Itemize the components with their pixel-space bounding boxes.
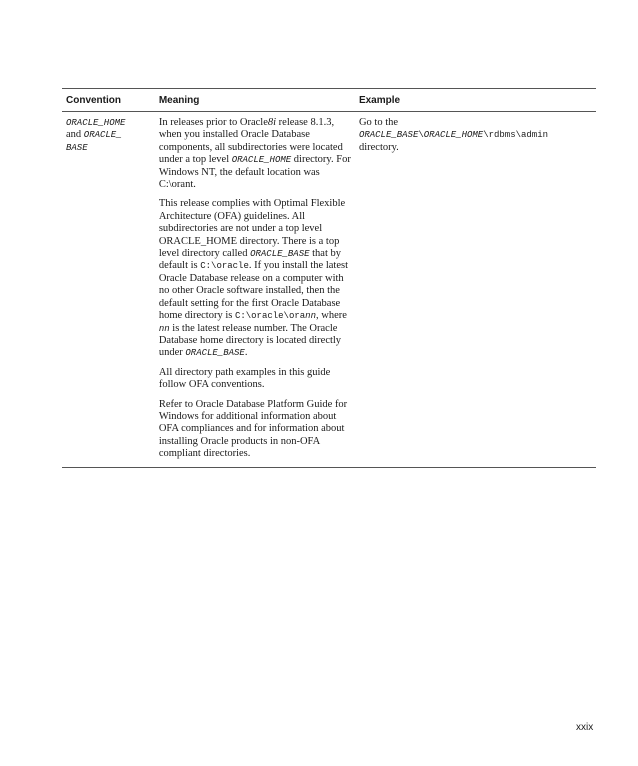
- text-run: 8i: [267, 117, 277, 128]
- meaning-cell: [155, 112, 355, 468]
- meaning-paragraph-1: [159, 117, 351, 191]
- code-text: nn: [305, 311, 316, 322]
- code-text: \rdbms\admin: [483, 130, 549, 141]
- meaning-paragraph-2: [159, 198, 351, 359]
- convention-cell: [62, 112, 155, 468]
- text-run: release 8.1.3, when you installed Oracle Database components, all subdirectories were located under a top level: [158, 117, 343, 166]
- code-text: ORACLE_BASE: [358, 130, 419, 141]
- page-number: xxix: [576, 722, 594, 733]
- code-text: \: [418, 130, 424, 141]
- meaning-paragraph-3: All directory path examples in this guide follow OFA conventions.: [158, 366, 331, 391]
- code-text: ORACLE_HOME: [231, 155, 292, 166]
- header-example: Example: [355, 89, 596, 112]
- text-run: directory. For Windows NT, the default location was C:\orant.: [158, 154, 351, 191]
- code-text: ORACLE_BASE: [250, 249, 310, 260]
- text-run: This release complies with Optimal Flexible Architecture (OFA) guidelines. All subdirectories are not under a top level ORACLE_HOME directory. There is a top level directory called: [158, 198, 346, 260]
- convention-oracle-base-1: ORACLE_: [83, 130, 122, 141]
- code-text: ORACLE_BASE: [185, 348, 245, 359]
- convention-oracle-base-2: BASE: [66, 142, 88, 153]
- code-text: nn: [158, 323, 170, 334]
- code-text: C:\oracle\ora: [234, 311, 306, 322]
- conventions-table: [62, 88, 596, 468]
- table-row: [62, 112, 596, 468]
- text-run: . If you install the latest Oracle Database release on a computer with no other Oracle software installed, then the default setting for the first Oracle Database home directory is: [158, 260, 349, 322]
- convention-and: and: [66, 129, 82, 141]
- example-cell: [355, 112, 596, 468]
- header-meaning: Meaning: [155, 89, 355, 112]
- text-run: , where: [315, 310, 347, 322]
- meaning-paragraph-4: Refer to Oracle Database Platform Guide for Windows for additional information about OFA compliances and for information about installing Oracle products in non-OFA compliant directories.: [158, 398, 348, 460]
- code-text: ORACLE_HOME: [423, 130, 484, 141]
- header-convention: Convention: [62, 89, 155, 112]
- convention-oracle-home: ORACLE_HOME: [66, 118, 126, 128]
- text-run: that by default is: [158, 248, 342, 272]
- text-run: .: [244, 347, 248, 359]
- text-run: is the latest release number. The Oracle Database home directory is located directly under: [158, 322, 342, 359]
- text-run: Go to the: [358, 117, 399, 128]
- code-text: C:\oracle: [200, 261, 249, 272]
- table-header-row: [62, 89, 596, 112]
- text-run: directory.: [358, 141, 399, 153]
- text-run: In releases prior to Oracle: [158, 117, 268, 128]
